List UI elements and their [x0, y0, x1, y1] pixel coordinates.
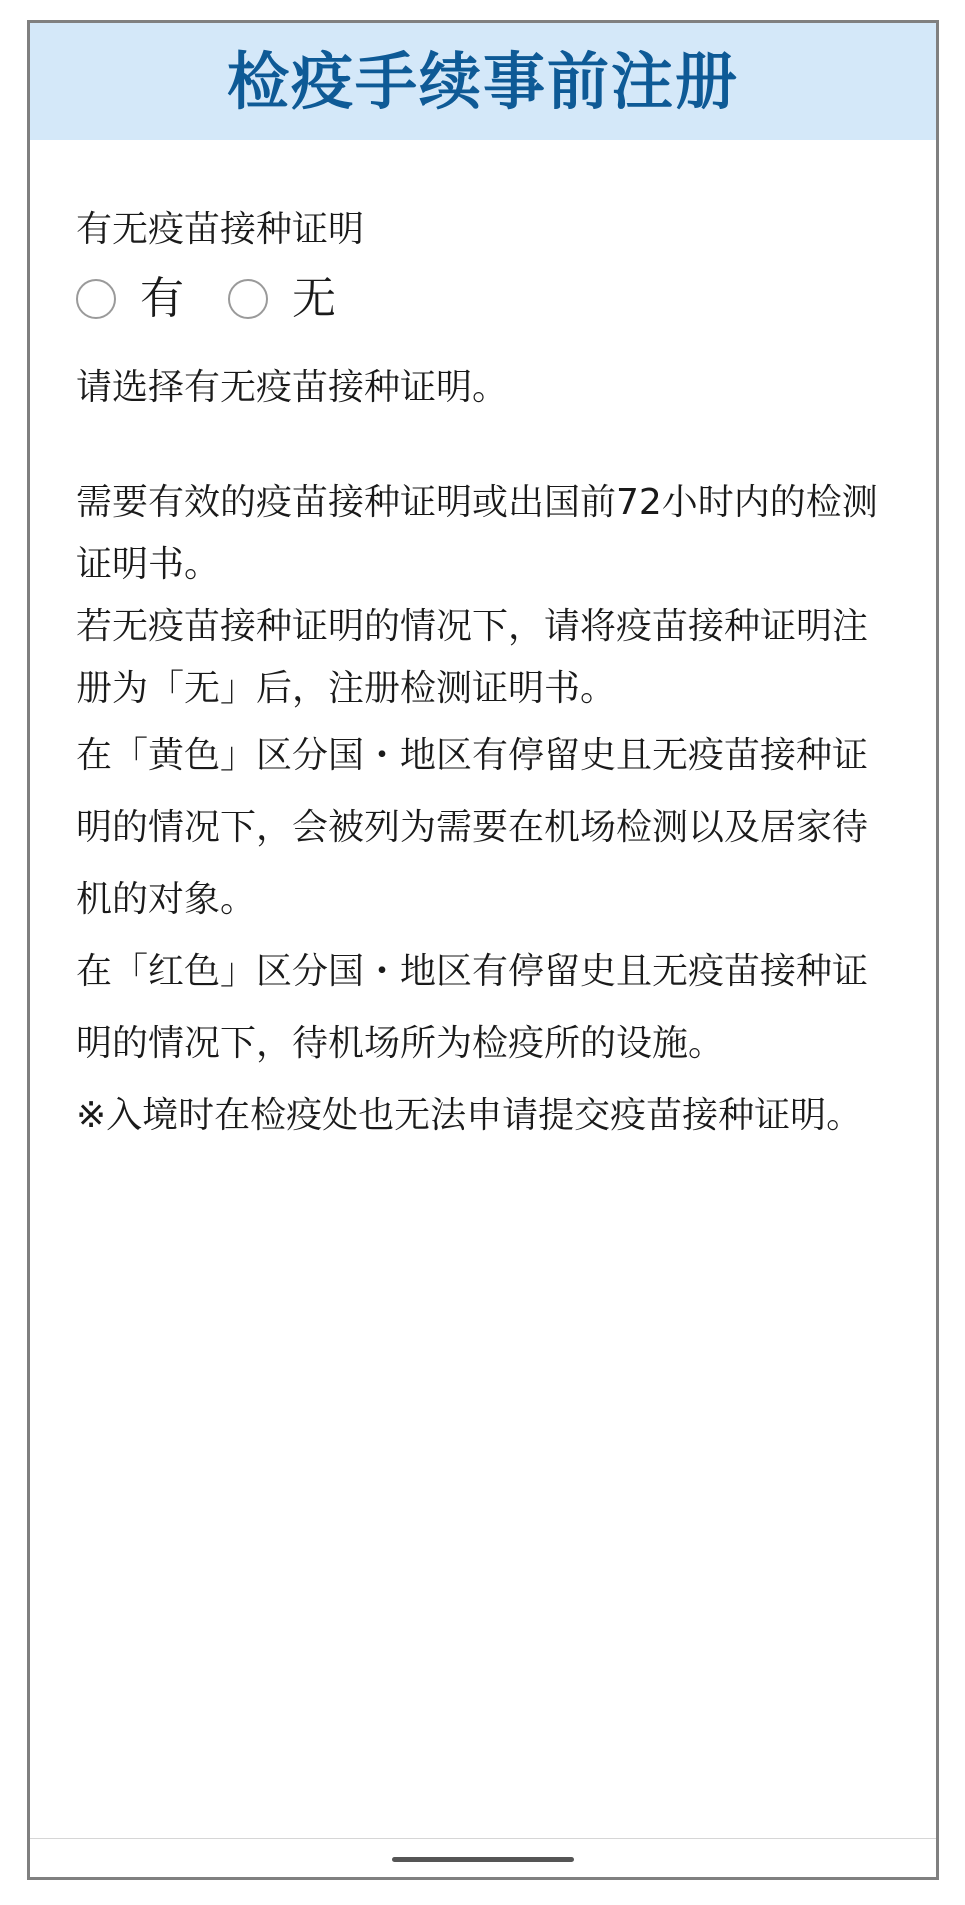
vaccine-certificate-question-label: 有无疫苗接种证明	[76, 209, 365, 250]
radio-option-no[interactable]	[228, 273, 336, 325]
page-title: 检疫手续事前注册	[226, 44, 739, 118]
notice-paragraph-entry-note: ※入境时在检疫处也无法申请提交疫苗接种证明。	[76, 1094, 863, 1136]
radio-button-no[interactable]	[228, 279, 268, 319]
app-screen	[27, 20, 939, 1880]
notice-paragraph-test-certificate: 需要有效的疫苗接种证明或出国前72小时内的检测证明书。	[76, 481, 878, 585]
navigation-bar	[30, 1838, 936, 1877]
vaccine-certificate-radio-group	[76, 271, 896, 327]
radio-label-yes[interactable]: 有	[140, 273, 184, 325]
main-content	[76, 140, 896, 1152]
home-indicator[interactable]	[392, 1857, 574, 1862]
radio-label-no[interactable]: 无	[292, 273, 336, 325]
notice-paragraph-red-zone: 在「红色」区分国・地区有停留史且无疫苗接种证明的情况下，待机场所为检疫所的设施。	[76, 950, 869, 1064]
notice-text	[76, 472, 896, 1152]
notice-paragraph-register-none: 若无疫苗接种证明的情况下，请将疫苗接种证明注册为「无」后，注册检测证明书。	[76, 605, 869, 709]
radio-option-yes[interactable]	[76, 273, 184, 325]
page-header	[30, 23, 936, 140]
radio-button-yes[interactable]	[76, 279, 116, 319]
validation-prompt: 请选择有无疫苗接种证明。	[76, 367, 509, 409]
notice-paragraph-yellow-zone: 在「黄色」区分国・地区有停留史且无疫苗接种证明的情况下，会被列为需要在机场检测以及居家待机的对象。	[76, 734, 869, 920]
